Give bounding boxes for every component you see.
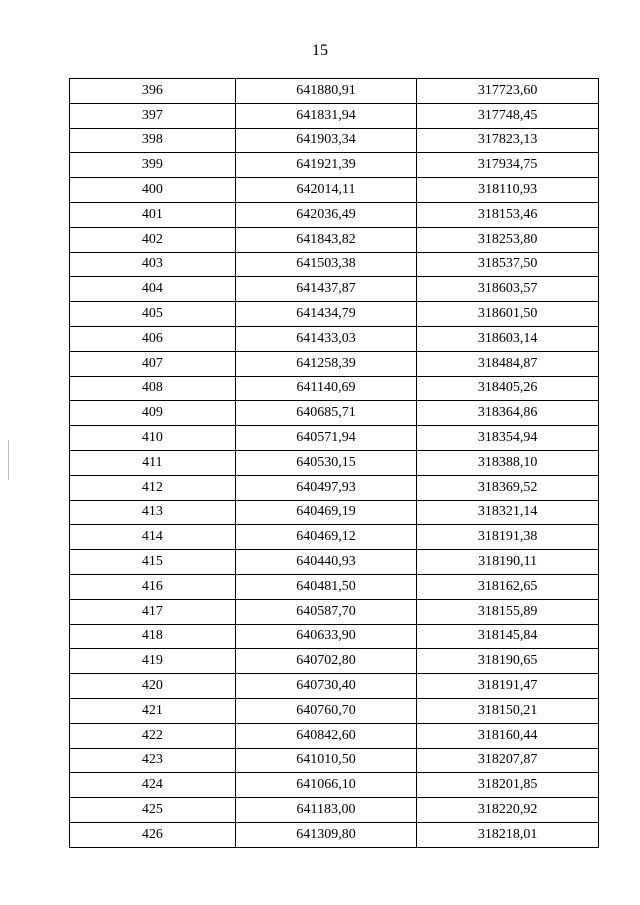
x-coordinate-cell: 641503,38 xyxy=(235,252,417,277)
x-coordinate-cell: 642036,49 xyxy=(235,202,417,227)
x-coordinate-cell: 641880,91 xyxy=(235,79,417,104)
y-coordinate-cell: 318253,80 xyxy=(417,227,599,252)
x-coordinate-cell: 641309,80 xyxy=(235,822,417,847)
x-coordinate-cell: 640685,71 xyxy=(235,401,417,426)
point-number-cell: 397 xyxy=(70,103,236,128)
x-coordinate-cell: 641434,79 xyxy=(235,302,417,327)
point-number-cell: 417 xyxy=(70,599,236,624)
x-coordinate-cell: 640469,19 xyxy=(235,500,417,525)
table-row xyxy=(70,376,599,401)
table-row xyxy=(70,103,599,128)
point-number-cell: 398 xyxy=(70,128,236,153)
point-number-cell: 423 xyxy=(70,748,236,773)
point-number-cell: 420 xyxy=(70,674,236,699)
y-coordinate-cell: 317823,13 xyxy=(417,128,599,153)
x-coordinate-cell: 640530,15 xyxy=(235,450,417,475)
point-number-cell: 406 xyxy=(70,326,236,351)
x-coordinate-cell: 640730,40 xyxy=(235,674,417,699)
table-row xyxy=(70,500,599,525)
coordinates-table xyxy=(69,78,599,848)
x-coordinate-cell: 640440,93 xyxy=(235,550,417,575)
point-number-cell: 401 xyxy=(70,202,236,227)
y-coordinate-cell: 318191,47 xyxy=(417,674,599,699)
y-coordinate-cell: 318150,21 xyxy=(417,698,599,723)
table-row xyxy=(70,574,599,599)
table-row xyxy=(70,79,599,104)
x-coordinate-cell: 640497,93 xyxy=(235,475,417,500)
table-row xyxy=(70,326,599,351)
x-coordinate-cell: 641010,50 xyxy=(235,748,417,773)
point-number-cell: 422 xyxy=(70,723,236,748)
point-number-cell: 403 xyxy=(70,252,236,277)
x-coordinate-cell: 640633,90 xyxy=(235,624,417,649)
point-number-cell: 418 xyxy=(70,624,236,649)
point-number-cell: 404 xyxy=(70,277,236,302)
table-row xyxy=(70,550,599,575)
x-coordinate-cell: 641066,10 xyxy=(235,773,417,798)
x-coordinate-cell: 641258,39 xyxy=(235,351,417,376)
table-row xyxy=(70,798,599,823)
page-number: 15 xyxy=(312,42,328,59)
y-coordinate-cell: 318537,50 xyxy=(417,252,599,277)
x-coordinate-cell: 641921,39 xyxy=(235,153,417,178)
y-coordinate-cell: 318153,46 xyxy=(417,202,599,227)
x-coordinate-cell: 640702,80 xyxy=(235,649,417,674)
y-coordinate-cell: 318321,14 xyxy=(417,500,599,525)
y-coordinate-cell: 318218,01 xyxy=(417,822,599,847)
table-row xyxy=(70,153,599,178)
y-coordinate-cell: 318191,38 xyxy=(417,525,599,550)
point-number-cell: 410 xyxy=(70,426,236,451)
x-coordinate-cell: 641843,82 xyxy=(235,227,417,252)
y-coordinate-cell: 318110,93 xyxy=(417,178,599,203)
y-coordinate-cell: 318405,26 xyxy=(417,376,599,401)
point-number-cell: 405 xyxy=(70,302,236,327)
point-number-cell: 416 xyxy=(70,574,236,599)
y-coordinate-cell: 318190,11 xyxy=(417,550,599,575)
table-row xyxy=(70,450,599,475)
table-row xyxy=(70,351,599,376)
y-coordinate-cell: 318145,84 xyxy=(417,624,599,649)
table-row xyxy=(70,674,599,699)
table-row xyxy=(70,773,599,798)
y-coordinate-cell: 318601,50 xyxy=(417,302,599,327)
x-coordinate-cell: 642014,11 xyxy=(235,178,417,203)
scan-artifact xyxy=(8,440,9,480)
table-row xyxy=(70,426,599,451)
y-coordinate-cell: 318364,86 xyxy=(417,401,599,426)
y-coordinate-cell: 318484,87 xyxy=(417,351,599,376)
point-number-cell: 411 xyxy=(70,450,236,475)
point-number-cell: 399 xyxy=(70,153,236,178)
table-row xyxy=(70,723,599,748)
table-row xyxy=(70,599,599,624)
y-coordinate-cell: 318220,92 xyxy=(417,798,599,823)
table-row xyxy=(70,277,599,302)
point-number-cell: 407 xyxy=(70,351,236,376)
y-coordinate-cell: 318603,57 xyxy=(417,277,599,302)
point-number-cell: 400 xyxy=(70,178,236,203)
x-coordinate-cell: 640842,60 xyxy=(235,723,417,748)
y-coordinate-cell: 317934,75 xyxy=(417,153,599,178)
point-number-cell: 409 xyxy=(70,401,236,426)
point-number-cell: 426 xyxy=(70,822,236,847)
x-coordinate-cell: 640571,94 xyxy=(235,426,417,451)
table-row xyxy=(70,302,599,327)
coordinates-table-body xyxy=(70,79,599,848)
x-coordinate-cell: 640481,50 xyxy=(235,574,417,599)
y-coordinate-cell: 318162,65 xyxy=(417,574,599,599)
x-coordinate-cell: 641903,34 xyxy=(235,128,417,153)
x-coordinate-cell: 641183,00 xyxy=(235,798,417,823)
x-coordinate-cell: 641433,03 xyxy=(235,326,417,351)
table-row xyxy=(70,748,599,773)
table-row xyxy=(70,698,599,723)
x-coordinate-cell: 640760,70 xyxy=(235,698,417,723)
x-coordinate-cell: 640469,12 xyxy=(235,525,417,550)
point-number-cell: 412 xyxy=(70,475,236,500)
point-number-cell: 408 xyxy=(70,376,236,401)
table-row xyxy=(70,525,599,550)
table-row xyxy=(70,128,599,153)
table-row xyxy=(70,822,599,847)
point-number-cell: 396 xyxy=(70,79,236,104)
point-number-cell: 402 xyxy=(70,227,236,252)
point-number-cell: 414 xyxy=(70,525,236,550)
y-coordinate-cell: 318603,14 xyxy=(417,326,599,351)
y-coordinate-cell: 318155,89 xyxy=(417,599,599,624)
point-number-cell: 413 xyxy=(70,500,236,525)
x-coordinate-cell: 641437,87 xyxy=(235,277,417,302)
point-number-cell: 415 xyxy=(70,550,236,575)
y-coordinate-cell: 318160,44 xyxy=(417,723,599,748)
y-coordinate-cell: 318388,10 xyxy=(417,450,599,475)
table-row xyxy=(70,475,599,500)
y-coordinate-cell: 317723,60 xyxy=(417,79,599,104)
table-row xyxy=(70,624,599,649)
y-coordinate-cell: 317748,45 xyxy=(417,103,599,128)
table-row xyxy=(70,649,599,674)
y-coordinate-cell: 318201,85 xyxy=(417,773,599,798)
table-row xyxy=(70,178,599,203)
y-coordinate-cell: 318190,65 xyxy=(417,649,599,674)
y-coordinate-cell: 318207,87 xyxy=(417,748,599,773)
table-row xyxy=(70,252,599,277)
y-coordinate-cell: 318354,94 xyxy=(417,426,599,451)
table-row xyxy=(70,202,599,227)
table-row xyxy=(70,227,599,252)
x-coordinate-cell: 640587,70 xyxy=(235,599,417,624)
y-coordinate-cell: 318369,52 xyxy=(417,475,599,500)
point-number-cell: 421 xyxy=(70,698,236,723)
table-row xyxy=(70,401,599,426)
point-number-cell: 419 xyxy=(70,649,236,674)
x-coordinate-cell: 641140,69 xyxy=(235,376,417,401)
x-coordinate-cell: 641831,94 xyxy=(235,103,417,128)
point-number-cell: 425 xyxy=(70,798,236,823)
point-number-cell: 424 xyxy=(70,773,236,798)
